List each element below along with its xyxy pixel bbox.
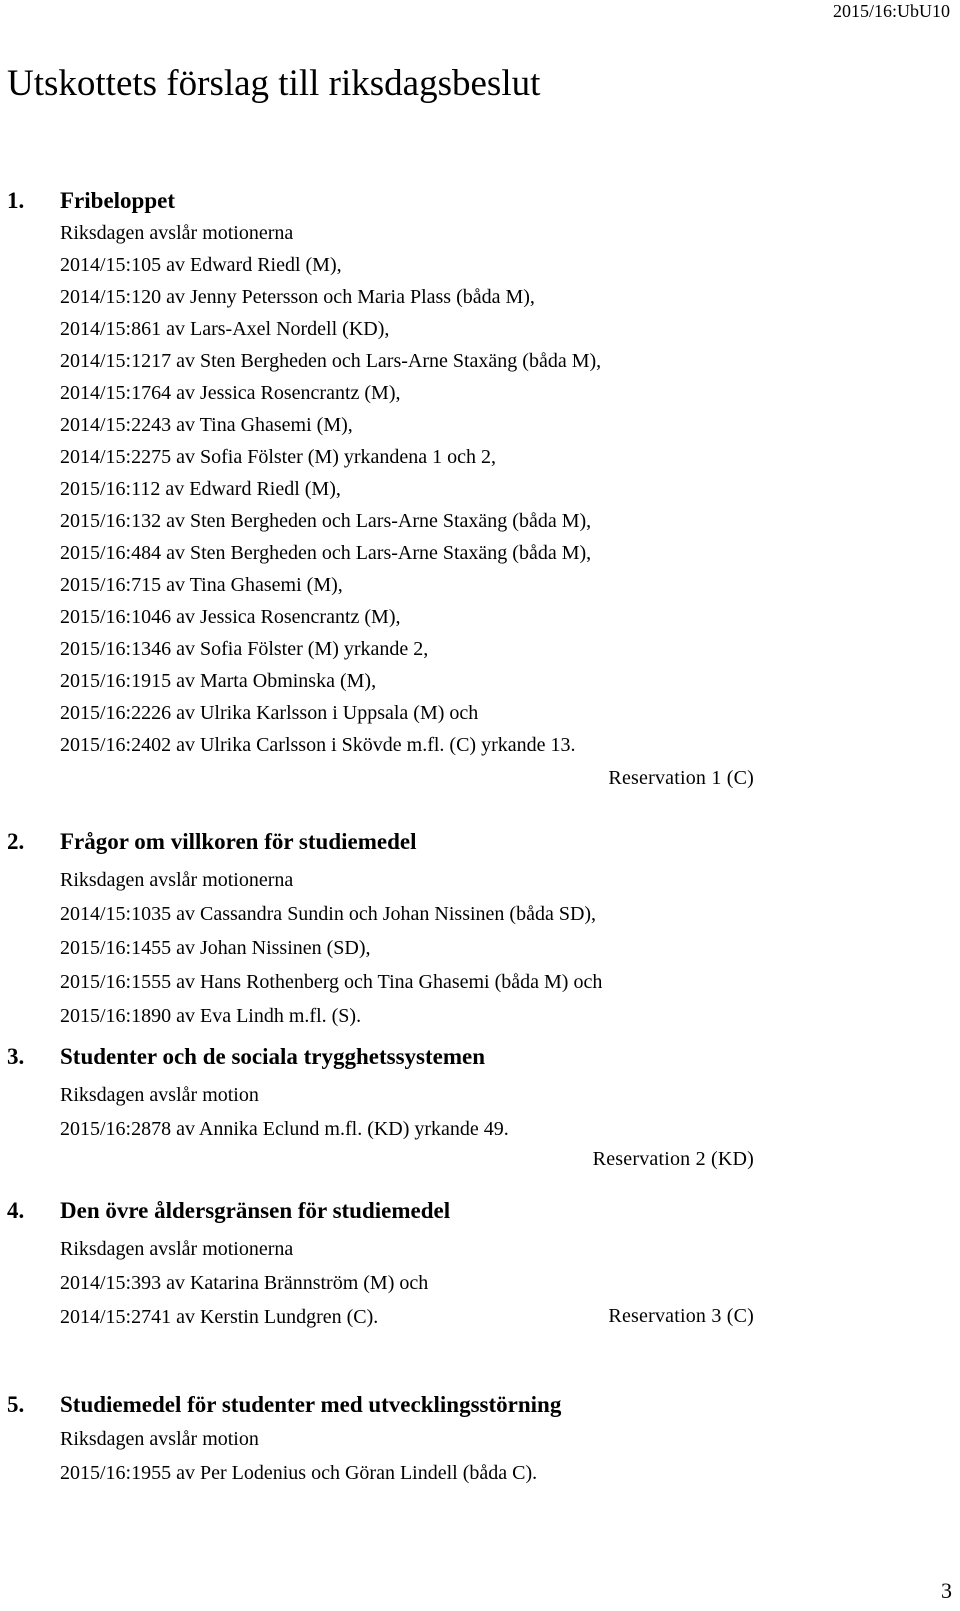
- decision-intro: Riksdagen avslår motionerna: [60, 869, 294, 891]
- motion-line: 2015/16:715 av Tina Ghasemi (M),: [60, 574, 343, 596]
- section-number: 2.: [7, 829, 25, 854]
- motion-line: 2014/15:105 av Edward Riedl (M),: [60, 254, 342, 276]
- motion-line: 2014/15:2275 av Sofia Fölster (M) yrkandena 1 och 2,: [60, 446, 497, 468]
- motion-list: [60, 1422, 760, 1490]
- motion-list: [60, 863, 760, 1033]
- motion-line: 2014/15:393 av Katarina Brännström (M) och: [60, 1272, 429, 1294]
- motion-line: 2015/16:1555 av Hans Rothenberg och Tina Ghasemi (båda M) och: [60, 971, 603, 993]
- motion-line: 2014/15:1035 av Cassandra Sundin och Johan Nissinen (båda SD),: [60, 903, 597, 925]
- motion-line: 2015/16:1046 av Jessica Rosencrantz (M),: [60, 606, 401, 628]
- motion-line: 2015/16:1915 av Marta Obminska (M),: [60, 670, 377, 692]
- motion-line: 2015/16:132 av Sten Bergheden och Lars-Arne Staxäng (båda M),: [60, 510, 592, 532]
- motion-line: 2014/15:861 av Lars-Axel Nordell (KD),: [60, 318, 390, 340]
- motion-line: 2014/15:2741 av Kerstin Lundgren (C).: [60, 1306, 379, 1328]
- section-heading: Studenter och de sociala trygghetssystemen: [60, 1044, 486, 1069]
- section-number: 1.: [7, 188, 25, 213]
- reservation-note: Reservation 3 (C): [608, 1305, 754, 1327]
- section-number: 5.: [7, 1392, 25, 1417]
- section-heading: Studiemedel för studenter med utvecklingsstörning: [60, 1392, 562, 1417]
- motion-list: [60, 217, 760, 761]
- decision-intro: Riksdagen avslår motion: [60, 1084, 259, 1106]
- motion-list: [60, 1078, 760, 1146]
- document-reference: 2015/16:UbU10: [833, 1, 950, 21]
- decision-intro: Riksdagen avslår motionerna: [60, 222, 294, 244]
- reservation-note: Reservation 2 (KD): [592, 1148, 754, 1170]
- section-number: 4.: [7, 1198, 25, 1223]
- motion-line: 2015/16:484 av Sten Bergheden och Lars-Arne Staxäng (båda M),: [60, 542, 592, 564]
- section-number: 3.: [7, 1044, 25, 1069]
- section-heading: Fribeloppet: [60, 188, 175, 213]
- motion-line: 2015/16:1346 av Sofia Fölster (M) yrkande 2,: [60, 638, 429, 660]
- motion-line: 2015/16:2878 av Annika Eclund m.fl. (KD) yrkande 49.: [60, 1118, 509, 1140]
- motion-line: 2014/15:1217 av Sten Bergheden och Lars-Arne Staxäng (båda M),: [60, 350, 602, 372]
- decision-intro: Riksdagen avslår motionerna: [60, 1238, 294, 1260]
- page-number: 3: [941, 1578, 952, 1603]
- motion-line: 2014/15:1764 av Jessica Rosencrantz (M),: [60, 382, 401, 404]
- decision-intro: Riksdagen avslår motion: [60, 1428, 259, 1450]
- motion-line: 2015/16:112 av Edward Riedl (M),: [60, 478, 341, 500]
- motion-line: 2014/15:120 av Jenny Petersson och Maria Plass (båda M),: [60, 286, 535, 308]
- reservation-note: Reservation 1 (C): [608, 767, 754, 789]
- section-heading: Frågor om villkoren för studiemedel: [60, 829, 417, 854]
- motion-line: 2015/16:2402 av Ulrika Carlsson i Skövde m.fl. (C) yrkande 13.: [60, 734, 576, 756]
- motion-line: 2015/16:1955 av Per Lodenius och Göran Lindell (båda C).: [60, 1462, 538, 1484]
- section-heading: Den övre åldersgränsen för studiemedel: [60, 1198, 451, 1223]
- motion-line: 2015/16:1455 av Johan Nissinen (SD),: [60, 937, 371, 959]
- motion-line: 2015/16:2226 av Ulrika Karlsson i Uppsala (M) och: [60, 702, 479, 724]
- page-title: Utskottets förslag till riksdagsbeslut: [7, 63, 541, 104]
- motion-line: 2015/16:1890 av Eva Lindh m.fl. (S).: [60, 1005, 362, 1027]
- motion-line: 2014/15:2243 av Tina Ghasemi (M),: [60, 414, 353, 436]
